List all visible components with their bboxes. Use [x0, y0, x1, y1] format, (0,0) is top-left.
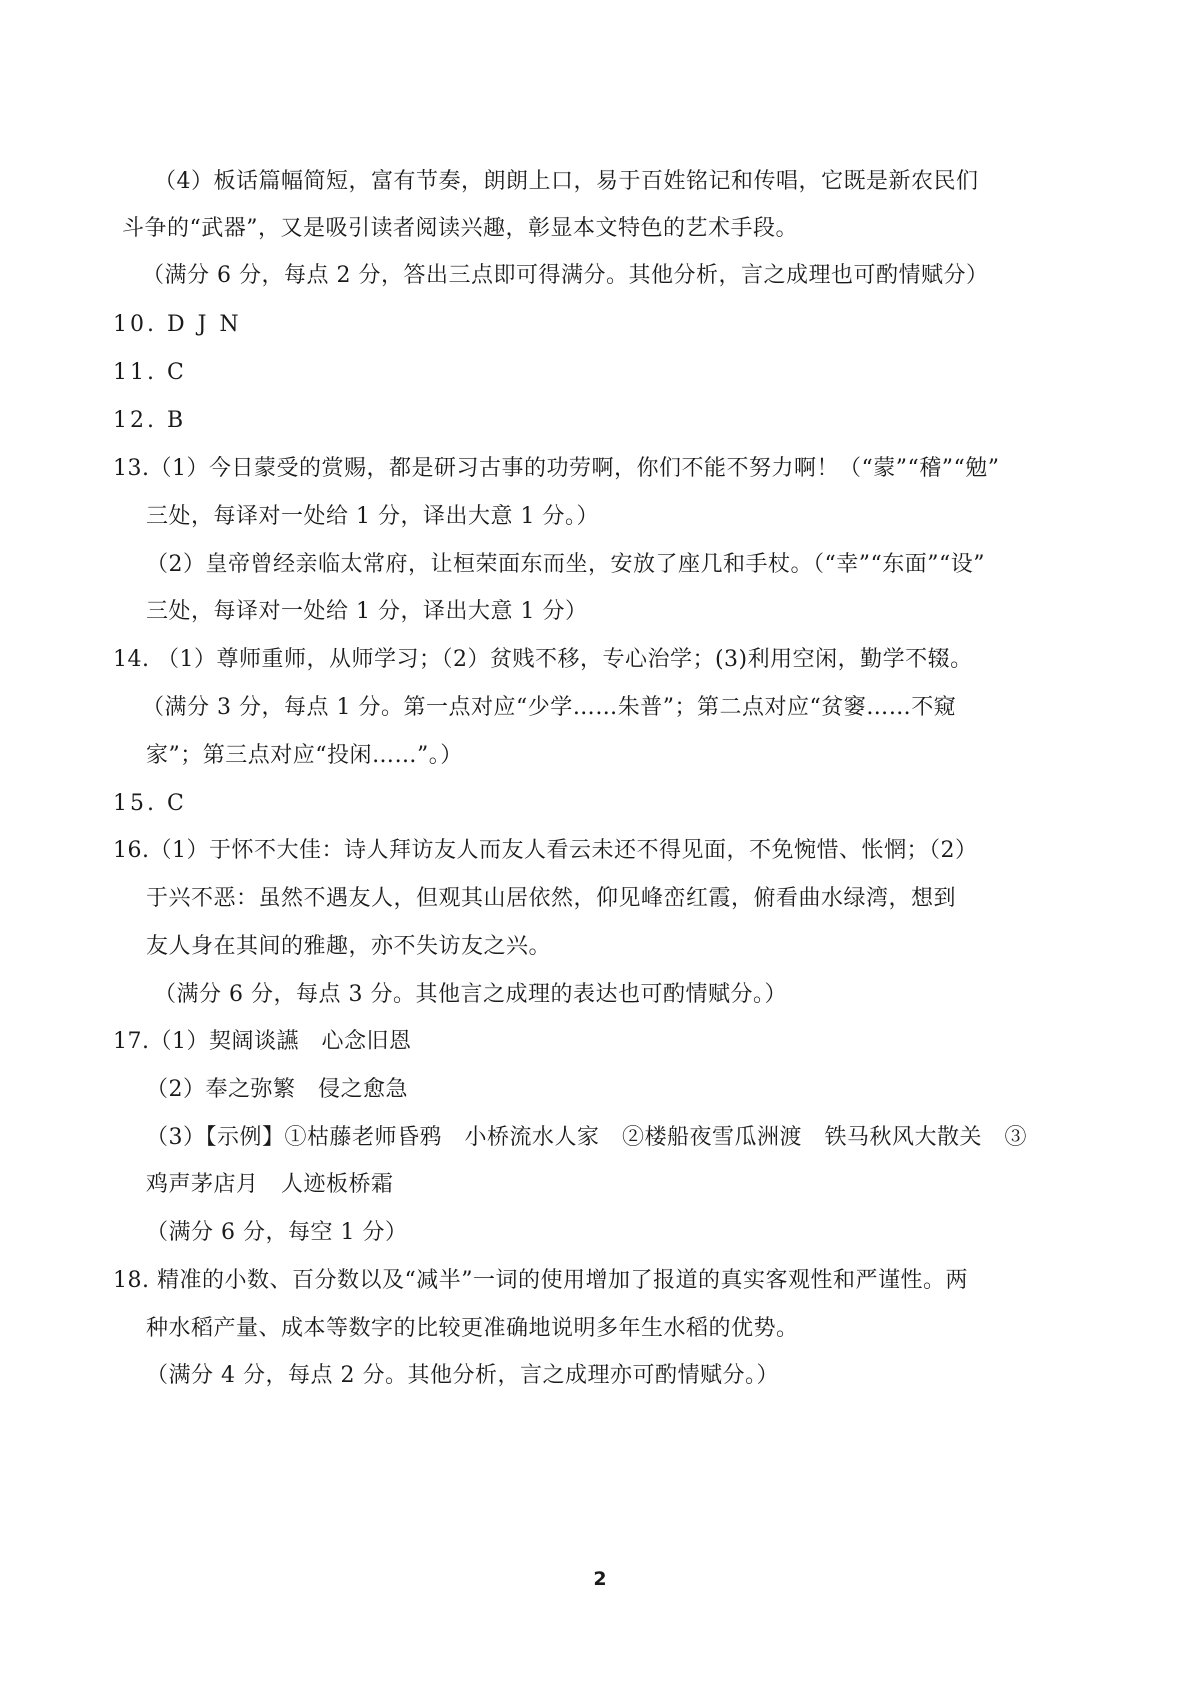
answer-13-part1-line2: 三处，每译对一处给 1 分，译出大意 1 分。） [146, 504, 599, 529]
answer-17-part3-line2: 鸡声茅店月 人迹板桥霜 [146, 1172, 394, 1197]
answer-14-line1: 14. （1）尊师重师，从师学习；（2）贫贱不移，专心治学；(3)利用空闲，勤学不辍。 [113, 647, 973, 672]
answer-16-line2: 于兴不恶：虽然不遇友人，但观其山居依然，仰见峰峦红霞，俯看曲水绿湾，想到 [146, 886, 957, 911]
answer-13-part2-line1: （2）皇帝曾经亲临太常府，让桓荣面东而坐，安放了座几和手杖。（“幸”“东面”“设” [146, 552, 985, 577]
answer-14-line2: （满分 3 分，每点 1 分。第一点对应“少学……朱普”；第二点对应“贫窭……不窥 [142, 695, 957, 720]
answer-17-part2: （2）奉之弥繁 侵之愈急 [146, 1077, 408, 1102]
answer-16-line3: 友人身在其间的雅趣，亦不失访友之兴。 [146, 934, 552, 959]
answer-18-line2: 种水稻产量、成本等数字的比较更准确地说明多年生水稻的优势。 [146, 1316, 799, 1341]
answer-10: 10. D J N [113, 312, 242, 337]
page-number: 2 [593, 1568, 607, 1590]
answer-9-part4-line1: （4）板话篇幅简短，富有节奏，朗朗上口，易于百姓铭记和传唱，它既是新农民们 [154, 169, 979, 194]
answer-13-part1-line1: 13.（1）今日蒙受的赏赐，都是研习古事的功劳啊，你们不能不努力啊！（“蒙”“稽”“勉” [113, 456, 1000, 481]
answer-17-part1: 17.（1）契阔谈讌 心念旧恩 [113, 1029, 412, 1054]
answer-17-part3-line1: （3）【示例】①枯藤老师昏鸦 小桥流水人家 ②楼船夜雪瓜洲渡 铁马秋风大散关 ③ [146, 1125, 1028, 1150]
answer-16-scoring-note: （满分 6 分，每点 3 分。其他言之成理的表达也可酌情赋分。） [154, 982, 787, 1007]
answer-14-line3: 家”；第三点对应“投闲……”。） [146, 743, 463, 768]
answer-13-part2-line2: 三处，每译对一处给 1 分，译出大意 1 分） [146, 599, 588, 624]
answer-16-line1: 16.（1）于怀不大佳：诗人拜访友人而友人看云未还不得见面，不免惋惜、怅惘；（2） [113, 838, 978, 863]
answer-15: 15. C [113, 791, 187, 816]
answer-11: 11. C [113, 360, 187, 385]
answer-17-scoring-note: （满分 6 分，每空 1 分） [146, 1220, 408, 1245]
answer-9-scoring-note: （满分 6 分，每点 2 分，答出三点即可得满分。其他分析，言之成理也可酌情赋分） [142, 263, 989, 288]
answer-18-scoring-note: （满分 4 分，每点 2 分。其他分析，言之成理亦可酌情赋分。） [146, 1363, 779, 1388]
answer-18-line1: 18. 精准的小数、百分数以及“减半”一词的使用增加了报道的真实客观性和严谨性。两 [113, 1268, 968, 1293]
answer-9-part4-line2: 斗争的“武器”，又是吸引读者阅读兴趣，彰显本文特色的艺术手段。 [122, 216, 798, 241]
answer-12: 12. B [113, 408, 187, 433]
